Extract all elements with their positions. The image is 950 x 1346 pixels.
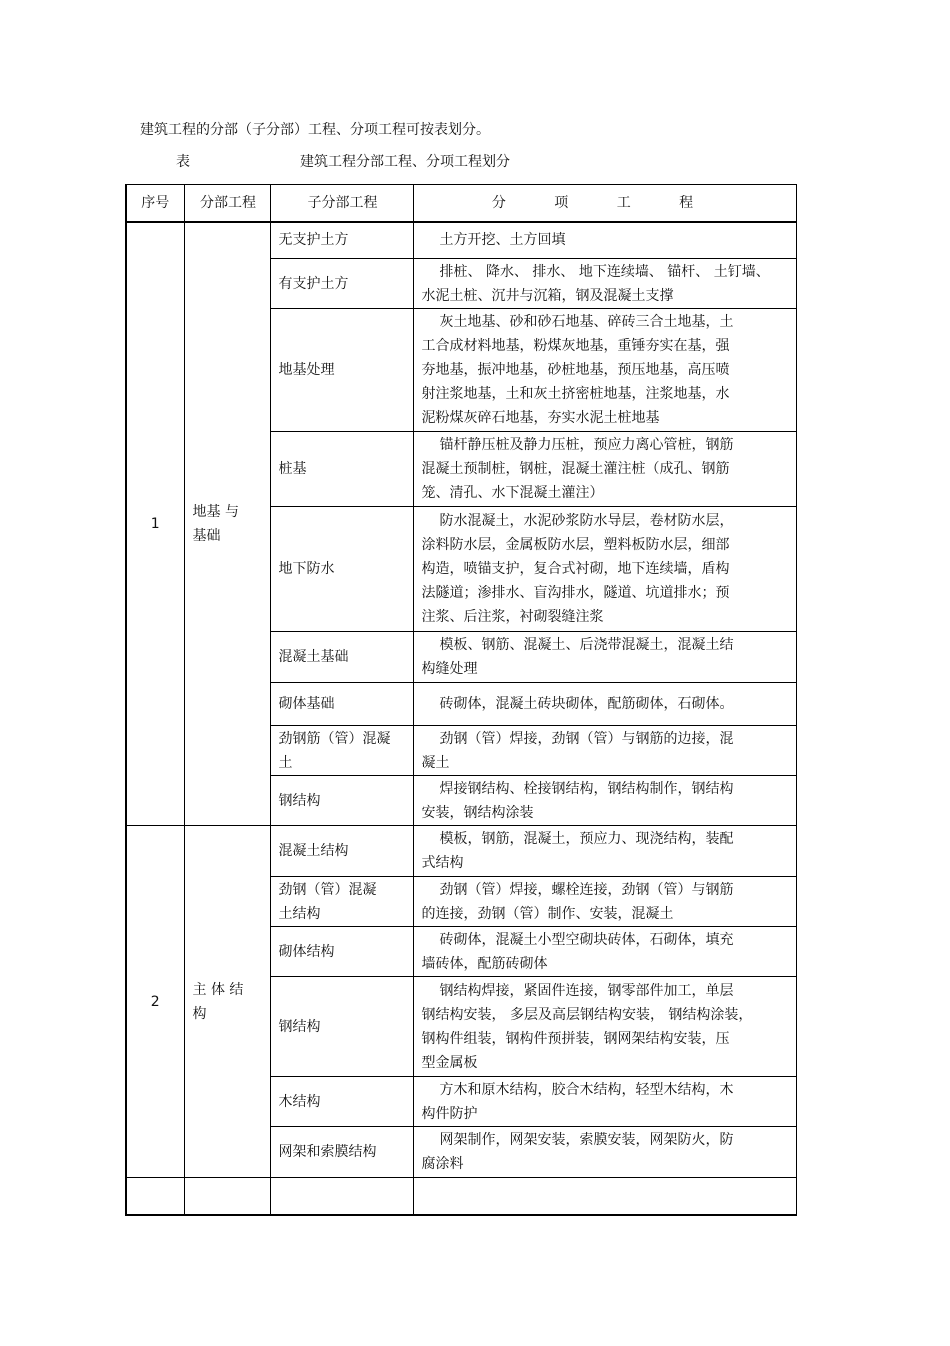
item-list: 钢结构焊接，紧固件连接，钢零部件加工，单层 钢结构安装， 多层及高层钢结构安装， 钢结构涂装， 钢构件组装，钢构件预拼装，钢网架结构安装，压 型金属板 [413,977,796,1077]
header-division: 分部工程 [184,185,270,222]
subdivision-name: 桩基 [270,432,413,507]
item-list: 砖砌体，混凝土小型空砌块砖体，石砌体，填充 墙砖体，配筋砖砌体 [413,927,796,977]
intro-text: 建筑工程的分部（子分部）工程、分项工程可按表划分。 [140,122,490,138]
subdivision-name: 木结构 [270,1077,413,1127]
item-list: 焊接钢结构、栓接钢结构，钢结构制作，钢结构 安装，钢结构涂装 [413,776,796,826]
subdivision-name: 网架和索膜结构 [270,1127,413,1178]
item-list: 防水混凝土，水泥砂浆防水导层，卷材防水层， 涂料防水层，金属板防水层，塑料板防水层，细部 构造，喷锚支护，复合式衬砌，地下连续墙，盾构 法隧道；渗排水、盲沟排水，隧道、坑道排水；预 注浆、后注浆，衬砌裂缝注浆 [413,507,796,632]
division-name: 主 体 结 构 [184,826,270,1178]
empty-cell [184,1178,270,1215]
empty-cell [126,1178,184,1215]
table-row [126,222,796,259]
empty-cell [413,1178,796,1215]
header-subdivision: 子分部工程 [270,185,413,222]
division-number: 1 [126,222,184,826]
subdivision-name: 地下防水 [270,507,413,632]
subdivision-name: 钢结构 [270,776,413,826]
table-caption-title: 建筑工程分部工程、分项工程划分 [300,154,510,170]
item-list: 土方开挖、土方回填 [413,222,796,259]
subdivision-name: 劲钢（管）混凝 土结构 [270,877,413,927]
table-header-row [126,185,796,222]
item-list: 模板，钢筋，混凝土，预应力、现浇结构，装配 式结构 [413,826,796,877]
subdivision-name: 有支护土方 [270,259,413,309]
empty-cell [270,1178,413,1215]
subdivision-name: 砌体结构 [270,927,413,977]
empty-table-row [126,1178,796,1215]
subdivision-name: 砌体基础 [270,683,413,726]
subdivision-name: 钢结构 [270,977,413,1077]
item-list: 排桩、 降水、 排水、 地下连续墙、 锚杆、 土钉墙、 水泥土桩、沉井与沉箱，钢及混凝土支撑 [413,259,796,309]
table-body [126,222,796,1215]
subdivision-name: 混凝土基础 [270,632,413,683]
item-list: 劲钢（管）焊接，劲钢（管）与钢筋的边接，混 凝土 [413,726,796,776]
item-list: 锚杆静压桩及静力压桩，预应力离心管桩，钢筋 混凝土预制桩，钢桩，混凝土灌注桩（成孔、钢筋 笼、清孔、水下混凝土灌注） [413,432,796,507]
division-number: 2 [126,826,184,1178]
header-items: 分 项 工 程 [413,185,796,222]
header-no: 序号 [126,185,184,222]
table-caption-label: 表 [176,154,190,170]
subdivision-name: 无支护土方 [270,222,413,259]
subdivision-name: 地基处理 [270,309,413,432]
division-name: 地基 与 基础 [184,222,270,826]
table-row [126,826,796,877]
item-list: 劲钢（管）焊接，螺栓连接，劲钢（管）与钢筋 的连接，劲钢（管）制作、安装，混凝土 [413,877,796,927]
item-list: 模板、钢筋、混凝土、后浇带混凝土，混凝土结 构缝处理 [413,632,796,683]
item-list: 网架制作，网架安装，索膜安装，网架防火，防 腐涂料 [413,1127,796,1178]
item-list: 砖砌体，混凝土砖块砌体，配筋砌体，石砌体。 [413,683,796,726]
division-table [125,184,797,1216]
item-list: 灰土地基、砂和砂石地基、碎砖三合土地基，土 工合成材料地基，粉煤灰地基，重锤夯实在基，强 夯地基，振冲地基，砂桩地基，预压地基，高压喷 射注浆地基，土和灰土挤密桩地基，注浆地基，水 泥粉煤灰碎石地基，夯实水泥土桩地基 [413,309,796,432]
item-list: 方木和原木结构，胶合木结构，轻型木结构，木 构件防护 [413,1077,796,1127]
subdivision-name: 劲钢筋（管）混凝 土 [270,726,413,776]
subdivision-name: 混凝土结构 [270,826,413,877]
